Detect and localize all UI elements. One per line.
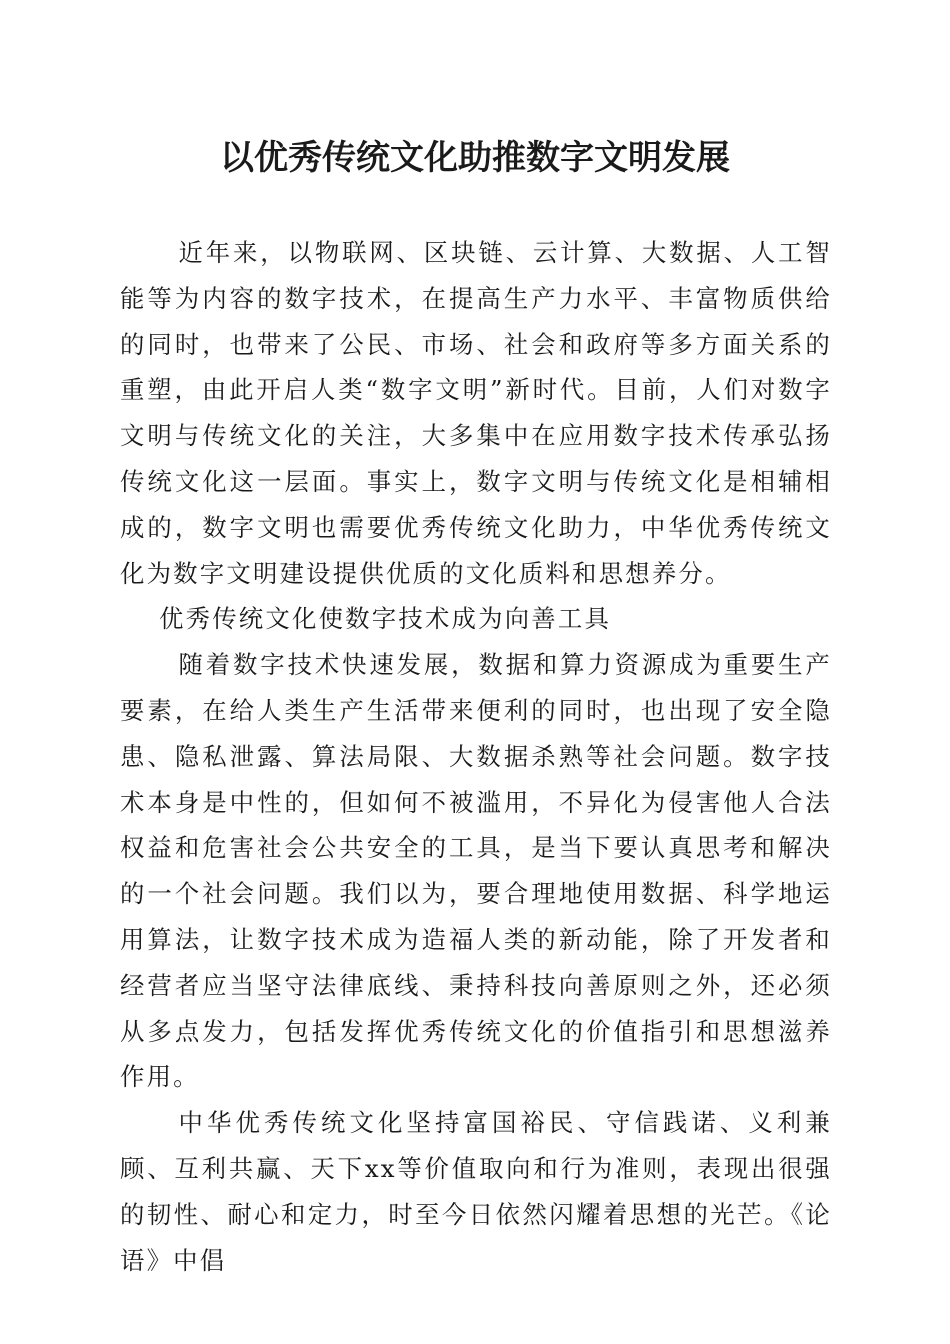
- paragraph-traditional-culture: 中华优秀传统文化坚持富国裕民、守信践诺、义利兼顾、互利共赢、天下xx等价值取向和行为准则，表现出很强的韧性、耐心和定力，时至今日依然闪耀着思想的光芒。《论语》中倡: [120, 1108, 832, 1275]
- paragraph-intro: 近年来，以物联网、区块链、云计算、大数据、人工智能等为内容的数字技术，在提高生产力水平、丰富物质供给的同时，也带来了公民、市场、社会和政府等多方面关系的重塑，由此开启人类“数字文明”新时代。目前，人们对数字文明与传统文化的关注，大多集中在应用数字技术传承弘扬传统文化这一层面。事实上，数字文明与传统文化是相辅相成的，数字文明也需要优秀传统文化助力，中华优秀传统文化为数字文明建设提供优质的文化质料和思想养分。: [120, 238, 832, 588]
- document-title: 以优秀传统文化助推数字文明发展: [220, 138, 730, 178]
- paragraph-digital-tech: 随着数字技术快速发展，数据和算力资源成为重要生产要素，在给人类生产生活带来便利的同时，也出现了安全隐患、隐私泄露、算法局限、大数据杀熟等社会问题。数字技术本身是中性的，但如何不被滥用，不异化为侵害他人合法权益和危害社会公共安全的工具，是当下要认真思考和解决的一个社会问题。我们以为，要合理地使用数据、科学地运用算法，让数字技术成为造福人类的新动能，除了开发者和经营者应当坚守法律底线、秉持科技向善原则之外，还必须从多点发力，包括发挥优秀传统文化的价值指引和思想滋养作用。: [120, 650, 832, 1092]
- section-heading: 优秀传统文化使数字技术成为向善工具: [159, 604, 612, 634]
- document-body: [120, 230, 832, 1283]
